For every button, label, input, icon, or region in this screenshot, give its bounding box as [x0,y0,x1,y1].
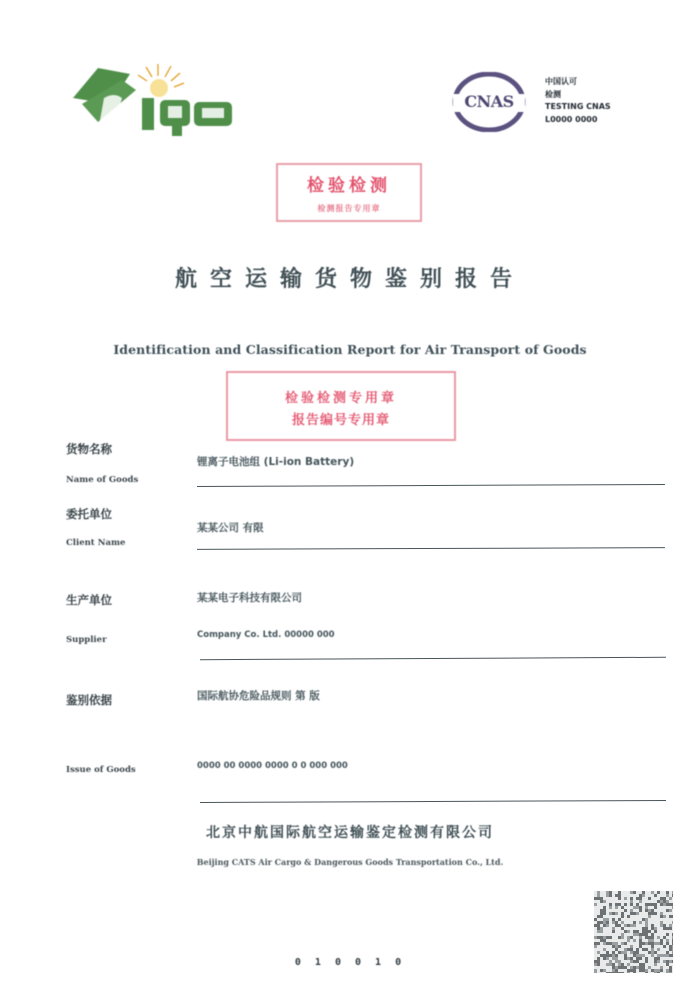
eljo-logo-icon [68,60,236,145]
issuer-name-english: Beijing CATS Air Cargo & Dangerous Goods Transportation Co., Ltd. [196,857,504,867]
field-label-issue: Issue of Goods [66,765,136,775]
field-underline [200,800,666,803]
stamp-line-1: 检验检测专用章 [284,391,397,406]
field-label-goods-name-en: Name of Goods [66,475,139,485]
cnas-logo-icon [452,72,526,132]
cnas-caption-line: L0000 0000 [545,115,598,124]
field-label-basis: 鉴别依据 [66,693,112,707]
cnas-caption [545,76,635,128]
field-value-manufacturer: 某某电子科技有限公司 [197,592,302,604]
cnas-caption-line: 检测 [545,90,561,99]
field-value-client: 某某公司 有限 [197,522,264,534]
field-value-supplier: Company Co. Ltd. 00000 000 [197,630,335,640]
field-underline [197,547,665,550]
page-number: 0 1 0 0 1 0 [294,957,406,968]
field-underline [200,657,666,660]
field-value-goods-name: 锂离子电池组 (Li-ion Battery) [197,456,355,468]
field-label-manufacturer: 生产单位 [66,593,112,607]
issuer-name-chinese: 北京中航国际航空运输鉴定检测有限公司 [206,825,494,841]
field-label-client-en: Client Name [66,538,126,548]
field-label-client: 委托单位 [66,507,112,521]
stamp-line-2: 报告编号专用章 [291,413,390,428]
field-underline [197,484,665,487]
field-value-basis: 国际航协危险品规则 第 版 [197,690,320,702]
field-value-issue: 0000 00 0000 0000 0 0 000 000 [197,761,348,771]
field-label-goods-name: 货物名称 [66,442,112,456]
report-number-stamp [226,371,456,441]
cnas-caption-line: TESTING CNAS [545,102,611,111]
field-label-supplier: Supplier [66,635,107,645]
report-title-english: Identification and Classification Report for Air Transport of Goods [113,342,587,357]
stamp-subtitle: 检测报告专用章 [317,204,381,213]
report-title-chinese: 航空运输货物鉴别报告 [174,267,525,292]
stamp-title: 检验检测 [307,176,391,196]
cnas-logo-text: CNAS [464,92,514,111]
cnas-caption-line: 中国认可 [545,77,577,86]
inspection-stamp [276,163,422,222]
